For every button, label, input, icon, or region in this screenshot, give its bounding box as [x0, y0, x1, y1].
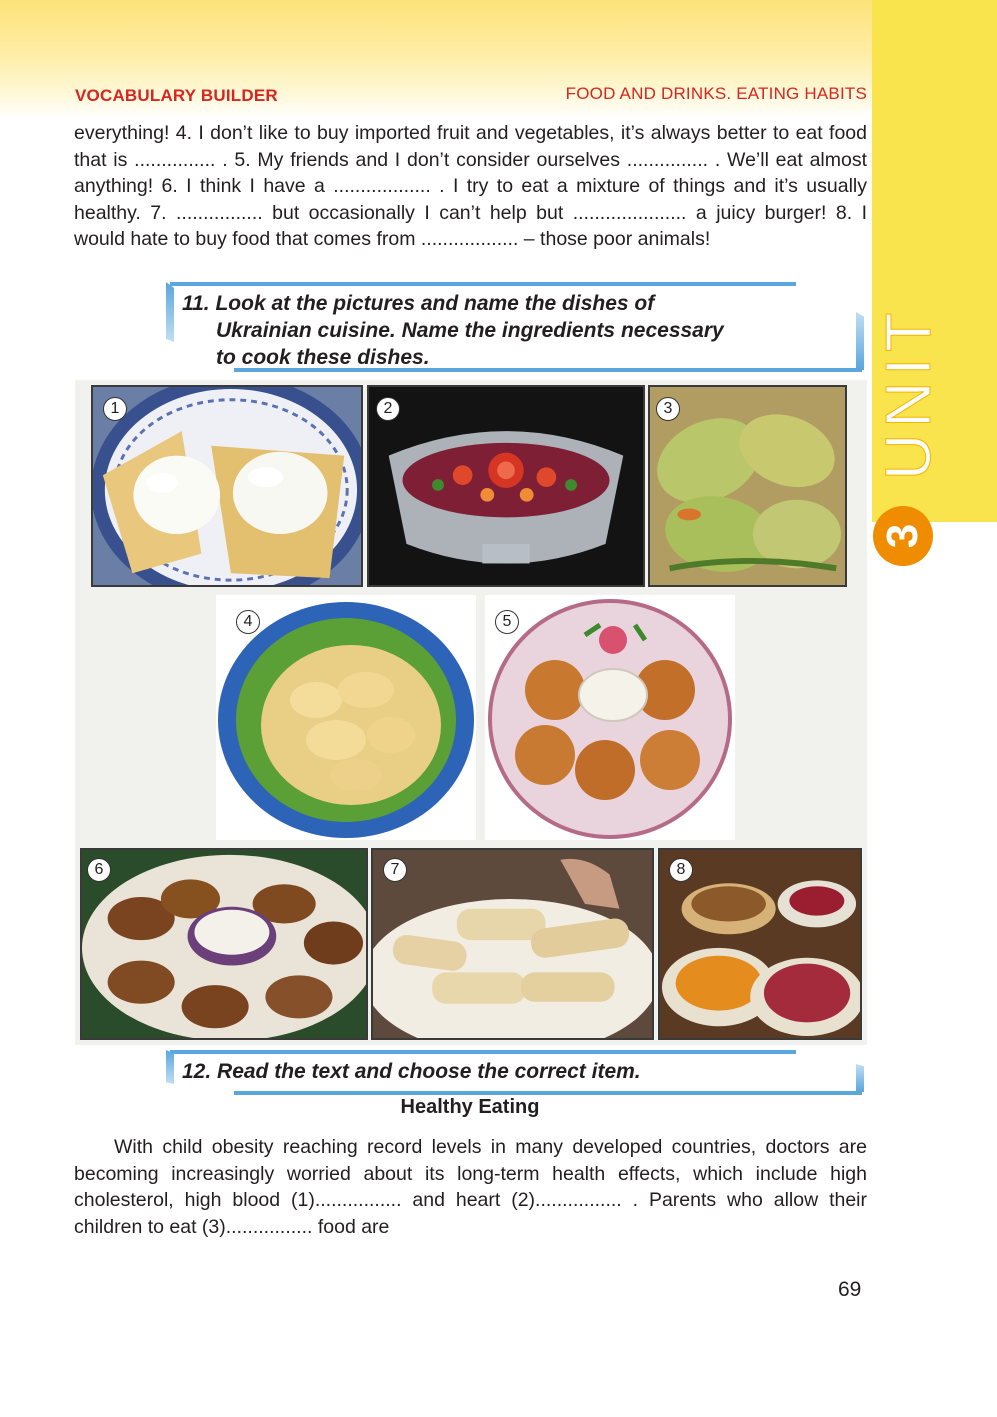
unit-label: UNIT [872, 306, 944, 480]
photo-6-number: 6 [87, 858, 111, 882]
photo-4-varenyky [216, 595, 476, 840]
photo-2-vinaigrette-salad [367, 385, 645, 587]
task-11-top-rule [170, 282, 796, 286]
task-12-right-wedge [856, 1064, 864, 1092]
photo-6-pyrizhky [80, 848, 368, 1040]
photo-5-number: 5 [495, 610, 519, 634]
task-12-box [166, 1050, 866, 1098]
photo-1-number: 1 [103, 397, 127, 421]
photo-7-nalysnyky [371, 848, 654, 1040]
photo-3-number: 3 [656, 397, 680, 421]
task-11-line-3: to cook these dishes. [216, 346, 430, 369]
task-11-line-2: Ukrainian cuisine. Name the ingredients necessary [216, 319, 724, 342]
article-title: Healthy Eating [400, 1096, 540, 1118]
article-body [74, 1134, 867, 1240]
intro-paragraph [74, 120, 867, 253]
task-11-right-wedge [856, 312, 864, 370]
task-12-left-wedge [166, 1050, 174, 1084]
task-12-bottom-rule [234, 1091, 862, 1095]
photo-2-number: 2 [376, 397, 400, 421]
intro-text: everything! 4. I don’t like to buy imported fruit and vegetables, it’s always better to eat food that is ............... . 5. My friends and I don’t consider ourselves ............... . We’ll eat almost anything! 6. I think I have a .................. . I try to eat a mixture of things and it’s usually healthy. 7. ................ but occasionally I can’t help but ..................... a juicy burger! 8. I would hate to buy food that comes from .................. – those poor animals! [74, 122, 867, 250]
task-11-left-wedge [166, 282, 174, 342]
article-paragraph: With child obesity reaching record levels in many developed countries, doctors are becoming increasingly worried about its long-term health effects, which include high cholesterol, high blood (1)................ and heart (2)................ . Parents who allow their children to eat (3)................ food are [74, 1136, 867, 1238]
task-12-top-rule [170, 1050, 796, 1054]
photo-7-number: 7 [383, 858, 407, 882]
photo-1-pancakes-ice-cream [91, 385, 363, 587]
section-header: VOCABULARY BUILDER [75, 86, 278, 105]
task-11-box [166, 282, 866, 382]
photo-4-number: 4 [236, 610, 260, 634]
task-12-text: 12. Read the text and choose the correct item. [182, 1060, 641, 1083]
topic-header: FOOD AND DRINKS. EATING HABITS [565, 84, 867, 103]
photo-8-number: 8 [669, 858, 693, 882]
photo-5-deruny [485, 595, 735, 840]
unit-number-badge: 3 [873, 506, 933, 566]
task-11-line-1: 11. Look at the pictures and name the dishes of [182, 292, 655, 315]
page-number: 69 [838, 1278, 862, 1301]
